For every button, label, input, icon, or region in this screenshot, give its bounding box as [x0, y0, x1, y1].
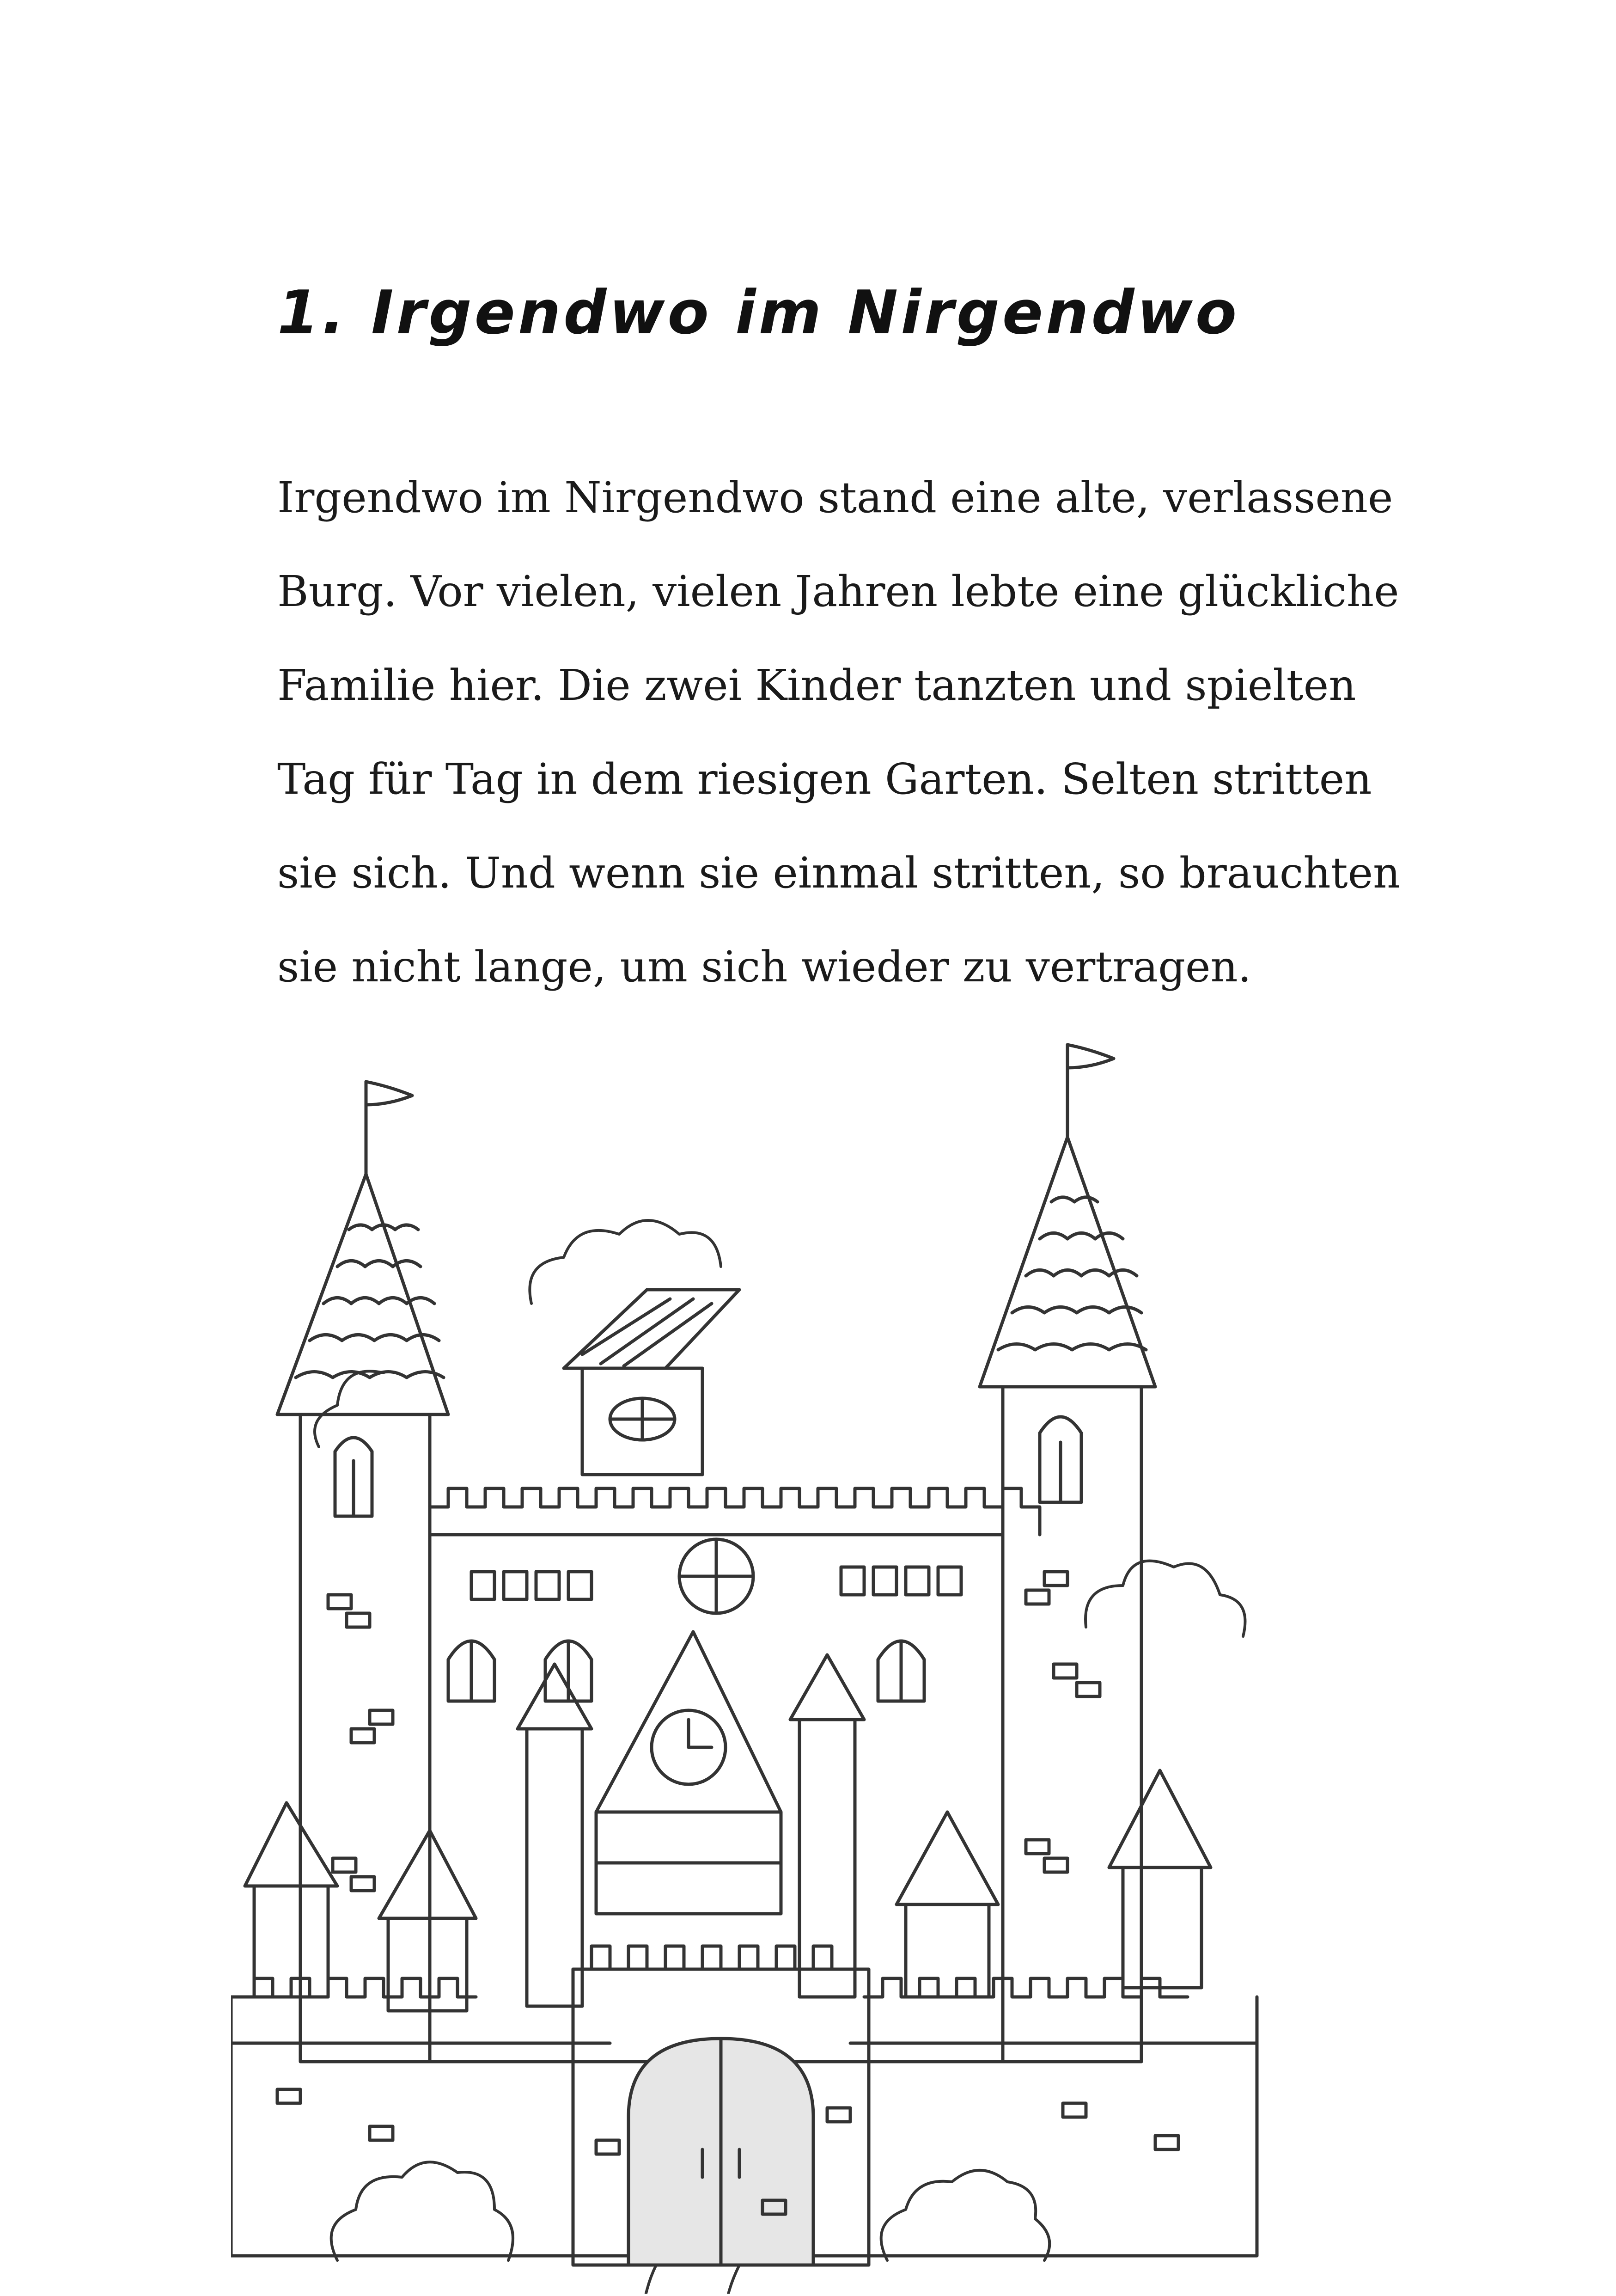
text-line: Familie hier. Die zwei Kinder tanzten und spielten	[277, 661, 1356, 710]
gable-house	[564, 1290, 739, 1475]
castle-sketch-icon	[231, 1017, 1312, 2294]
castle-keep	[430, 1488, 1040, 2062]
chapter-text	[277, 451, 1401, 1014]
chapter-title: 1. Irgendwo im Nirgendwo	[277, 277, 1240, 348]
gatehouse	[573, 1946, 869, 2265]
text-line: Burg. Vor vielen, vielen Jahren lebte eine glückliche	[277, 567, 1399, 616]
right-tower	[980, 1045, 1155, 2062]
path	[557, 2265, 795, 2294]
castle-illustration	[231, 1017, 1312, 2294]
text-line: sie sich. Und wenn sie einmal stritten, so brauchten	[277, 848, 1401, 898]
text-line: Tag für Tag in dem riesigen Garten. Selten stritten	[277, 754, 1372, 804]
text-line: sie nicht lange, um sich wieder zu vertragen.	[277, 942, 1251, 992]
text-line: Irgendwo im Nirgendwo stand eine alte, verlassene	[277, 473, 1393, 522]
side-turrets	[245, 1770, 1211, 2011]
cloud-icon	[315, 1220, 1245, 1636]
left-tower	[277, 1082, 448, 2062]
